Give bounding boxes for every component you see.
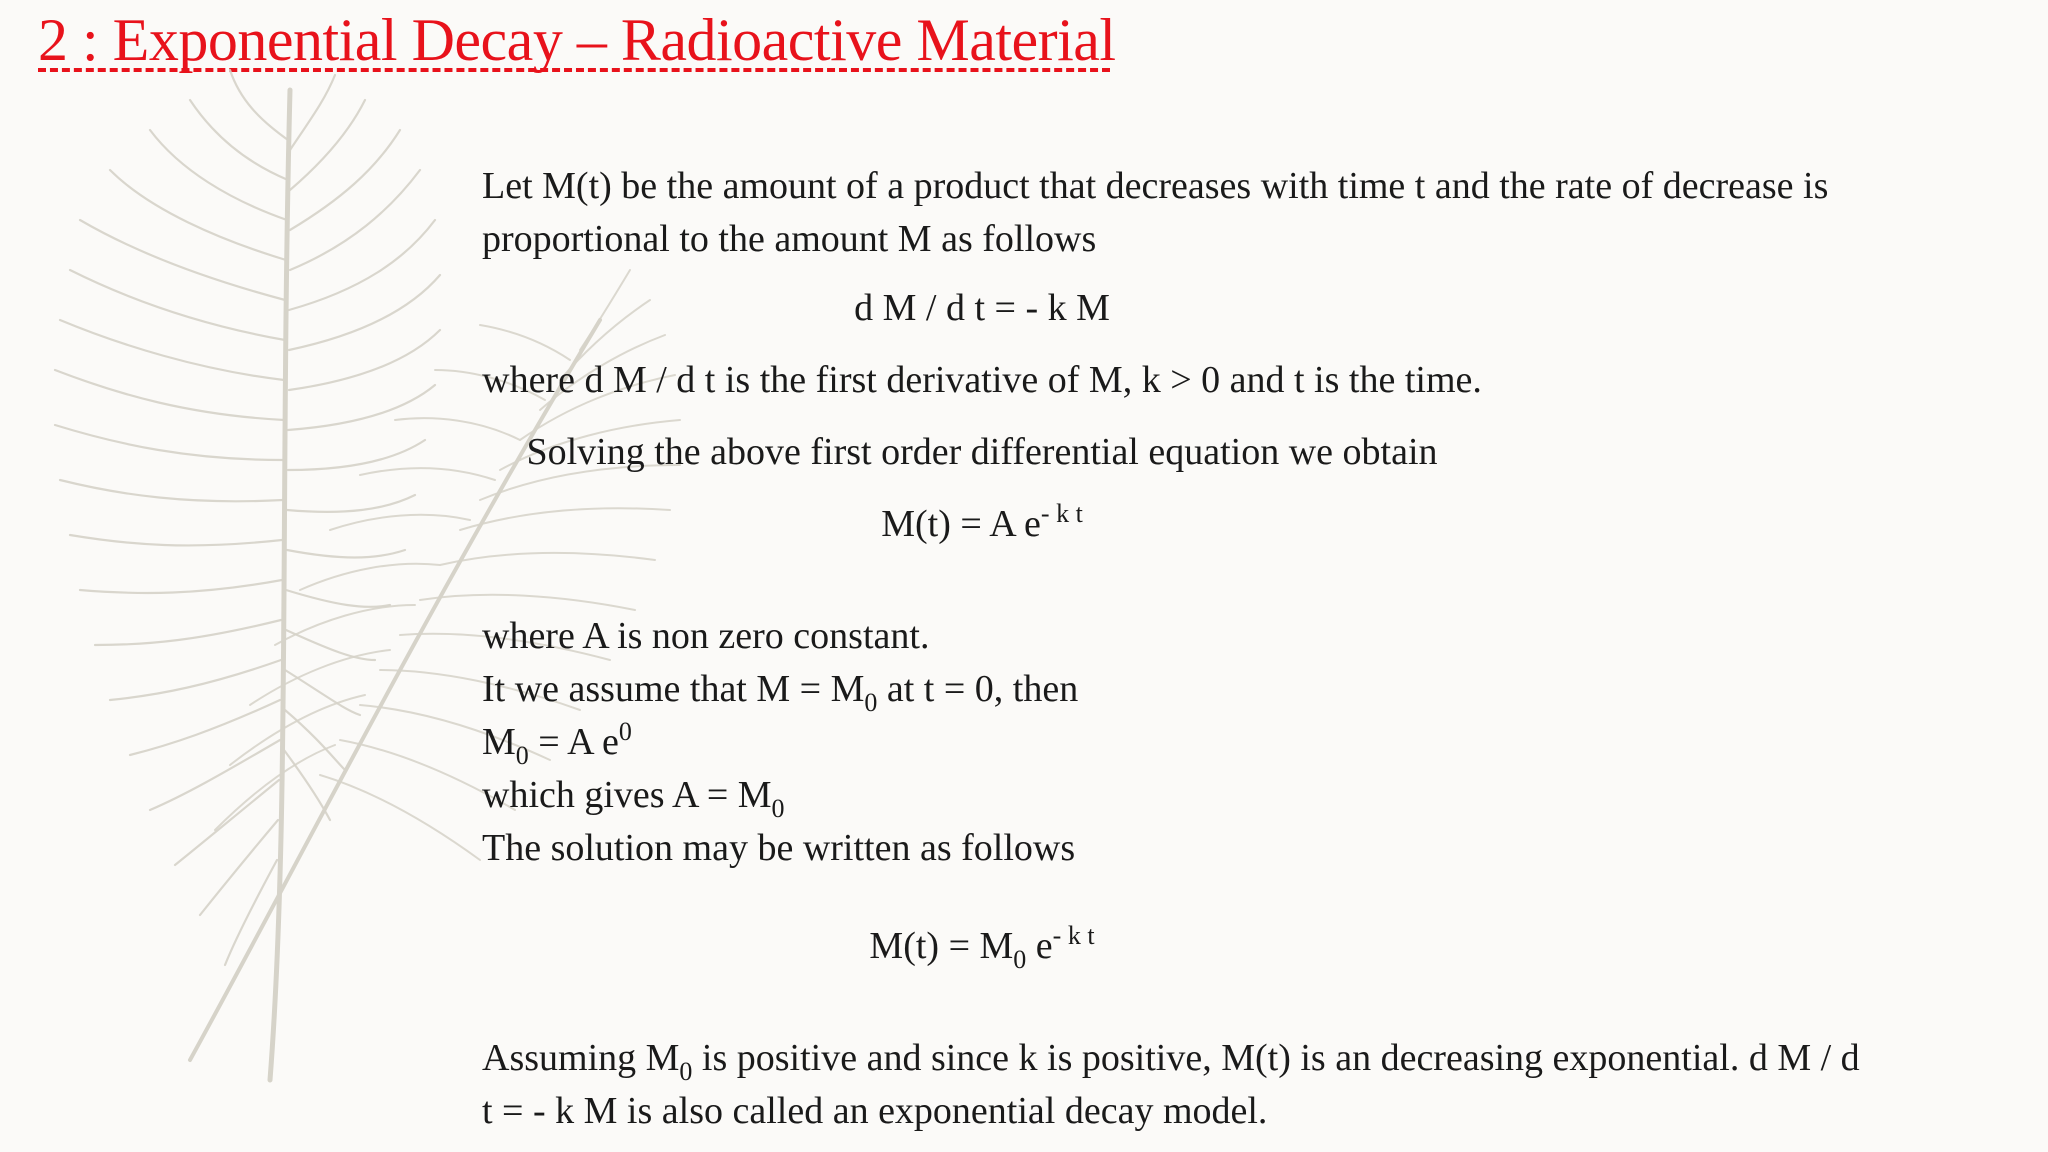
page-title: 2 : Exponential Decay – Radioactive Material <box>38 7 1116 73</box>
solving-note: Solving the above first order differential equation we obtain <box>526 431 1438 473</box>
particular-solution: $M(t) = M_0$ $e^{- k t}$ <box>869 921 1095 974</box>
conclusion-line-2: t = - k M is also called an exponential decay model. <box>482 1090 1268 1132</box>
m0-equation: $M_0 = A$ $e^0$ <box>482 717 632 770</box>
derivative-note: where d M / d t is the first derivative of M, k > 0 and t is the time. <box>482 359 1482 401</box>
gives-line: which gives $A = M_0$ <box>482 774 785 823</box>
intro-line-2: proportional to the amount M as follows <box>482 218 1097 260</box>
assume-line: It we assume that $M = M_0$ at t = 0, then <box>482 668 1079 717</box>
constant-note: where A is non zero constant. <box>482 615 930 657</box>
conclusion-line-1: Assuming $M_0$ is positive and since k is positive, M(t) is an decreasing exponential. d M / d <box>482 1037 1860 1086</box>
intro-line-1: Let M(t) be the amount of a product that decreases with time t and the rate of decrease is <box>482 165 1829 207</box>
general-solution <box>212 498 1752 551</box>
general-solution-base: M(t) = A e <box>881 503 1041 545</box>
general-solution-exponent: - k t <box>1040 499 1083 528</box>
solution-intro: The solution may be written as follows <box>482 827 1076 869</box>
ode-equation: d M / d t = - k M <box>854 287 1110 329</box>
